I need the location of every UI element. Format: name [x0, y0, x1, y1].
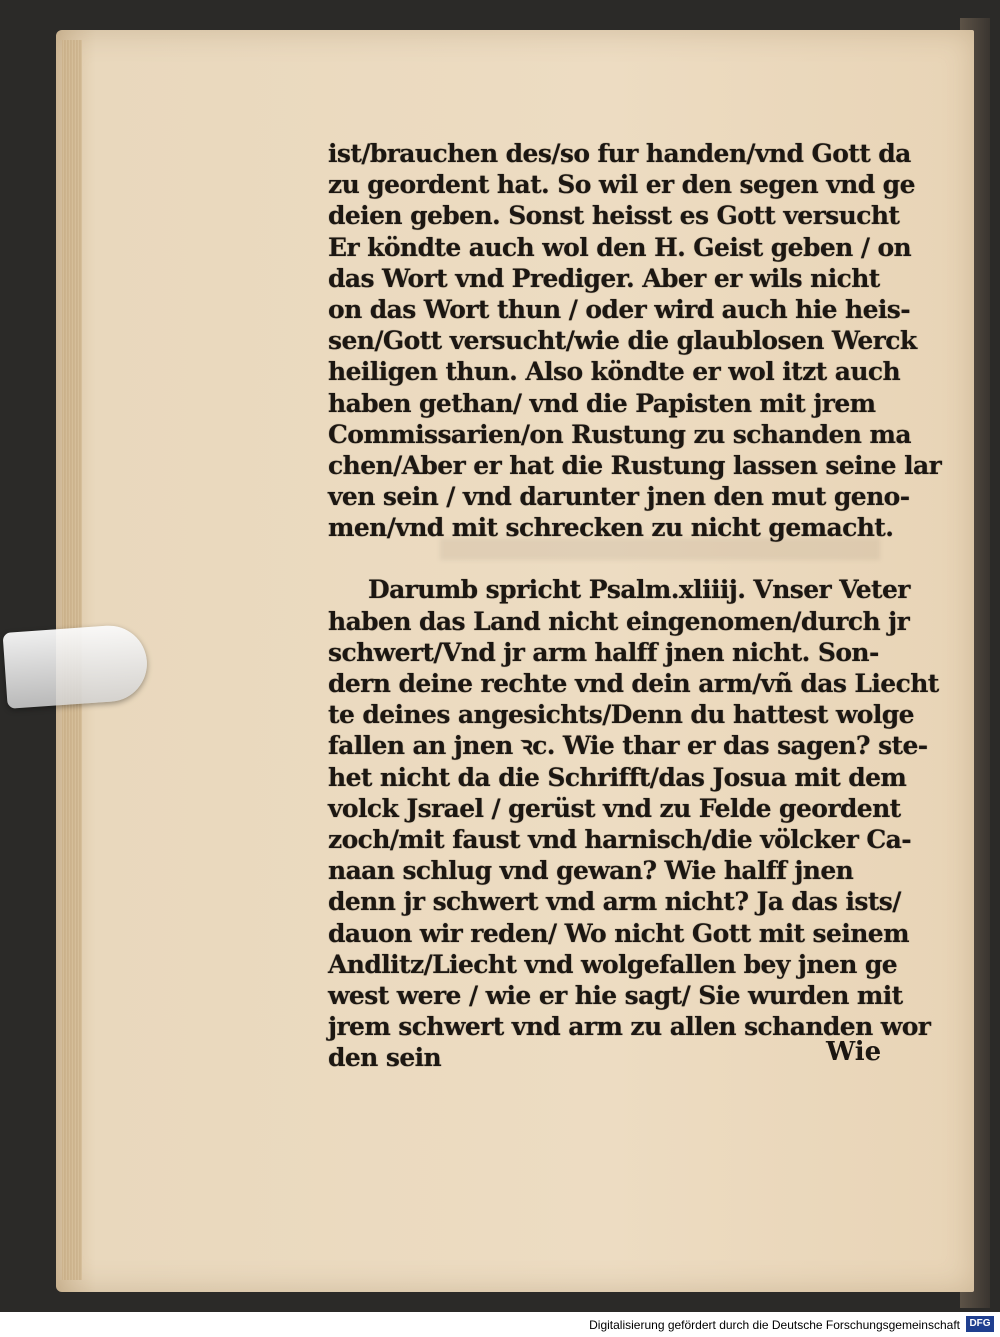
text-line: dauon wir reden/ Wo nicht Gott mit seinem [328, 918, 909, 948]
text-line: het nicht da die Schrifft/das Josua mit dem [328, 762, 907, 792]
text-line: dern deine rechte vnd dein arm/vñ das Liecht [328, 669, 939, 698]
text-line: ist/brauchen des/so fur handen/vnd Gott da [328, 139, 911, 168]
dfg-logo-icon: DFG [966, 1316, 994, 1332]
text-line: denn jr schwert vnd arm nicht? Ja das ists/ [328, 887, 901, 917]
text-line: west were / wie er hie sagt/ Sie wurden mit [328, 980, 903, 1010]
main-text [328, 138, 942, 1073]
text-line: schwert/Vnd jr arm halff jnen nicht. Son- [328, 637, 879, 667]
text-line: ven sein / vnd darunter jnen den mut geno- [328, 482, 910, 512]
text-line: haben gethan/ vnd die Papisten mit jrem [328, 388, 876, 418]
text-line: volck Jsrael / gerüst vnd zu Felde geordent [328, 793, 901, 823]
text-line: den sein [328, 1043, 442, 1073]
text-line: haben das Land nicht eingenomen/durch jr [328, 606, 910, 636]
text-line: Er köndte auch wol den H. Geist geben / on [328, 232, 912, 262]
text-line: Darumb spricht Psalm.xliiij. Vnser Veter [368, 575, 910, 605]
text-line: Andlitz/Liecht vnd wolgefallen bey jnen ge [328, 949, 898, 979]
text-line: heiligen thun. Also köndte er wol itzt auch [328, 357, 901, 387]
text-line: jrem schwert vnd arm zu allen schanden wor [328, 1012, 931, 1042]
text-line: fallen an jnen ꝛc. Wie thar er das sagen? ste- [328, 731, 928, 761]
text-line: men/vnd mit schrecken zu nicht gemacht. [328, 513, 894, 543]
text-line: deien geben. Sonst heisst es Gott versucht [328, 201, 900, 231]
text-line: naan schlug vnd gewan? Wie halff jnen [328, 856, 854, 886]
catchword: Wie [826, 1037, 882, 1067]
page-holder-clip [3, 623, 150, 709]
footer-credit: Digitalisierung gefördert durch die Deutsche Forschungsgemeinschaft [589, 1318, 960, 1332]
paragraph-gap [328, 543, 893, 574]
text-line: zoch/mit faust vnd harnisch/die völcker Ca- [328, 824, 912, 854]
text-line: zu geordent hat. So wil er den segen vnd ge [328, 170, 915, 200]
paragraph-1 [328, 138, 942, 543]
text-line: te deines angesichts/Denn du hattest wolge [328, 700, 914, 730]
paragraph-2 [328, 574, 939, 1073]
text-line: on das Wort thun / oder wird auch hie heis- [328, 294, 911, 324]
text-line: Commissarien/on Rustung zu schanden ma [328, 419, 911, 449]
text-line: sen/Gott versucht/wie die glaublosen Werck [328, 326, 917, 356]
text-line: chen/Aber er hat die Rustung lassen seine lar [328, 450, 942, 480]
text-line: das Wort vnd Prediger. Aber er wils nicht [328, 263, 880, 293]
